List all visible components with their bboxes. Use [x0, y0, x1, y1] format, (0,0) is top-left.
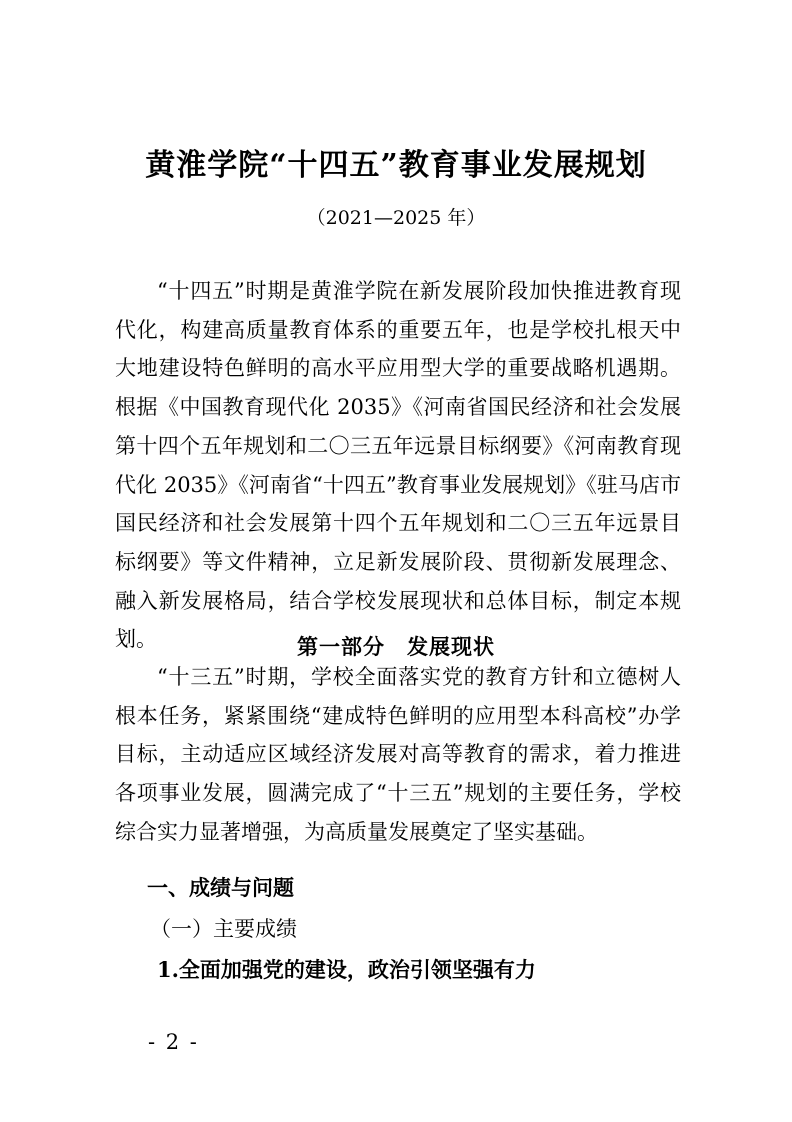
part-heading-number: 第一部分 [297, 634, 385, 659]
intro-paragraph: “十四五”时期是黄淮学院在新发展阶段加快推进教育现代化，构建高质量教育体系的重要五年，也是学校扎根天中大地建设特色鲜明的高水平应用型大学的重要战略机遇期。根据《中国教育现代化 2035》《河南省国民经济和社会发展第十四个五年规划和二〇三五年远景目标纲要》《河南教育现代化 2035》《河南省“十四五”教育事业发展规划》《驻马店市国民经济和社会发展第十四个五年规划和二〇三五年远景目标纲要》等文件精神，立足新发展阶段、贯彻新发展理念、融入新发展格局，结合学校发展现状和总体目标，制定本规划。 [115, 279, 681, 652]
part-heading-title: 发展现状 [407, 634, 495, 659]
subsection-heading: （一）主要成绩 [150, 917, 297, 941]
document-subtitle: （2021—2025 年） [306, 207, 486, 229]
document-title: 黄淮学院“十四五”教育事业发展规划 [145, 148, 647, 183]
page-number: - 2 - [148, 1030, 199, 1054]
item-heading: 1.全面加强党的建设，政治引领坚强有力 [157, 957, 536, 982]
section-heading: 一、成绩与问题 [147, 875, 294, 900]
part-paragraph: “十三五”时期，学校全面落实党的教育方针和立德树人根本任务，紧紧围绕“建成特色鲜明的应用型本科高校”办学目标，主动适应区域经济发展对高等教育的需求，着力推进各项事业发展，圆满完成了“十三五”规划的主要任务，学校综合实力显著增强，为高质量发展奠定了坚实基础。 [115, 665, 681, 844]
